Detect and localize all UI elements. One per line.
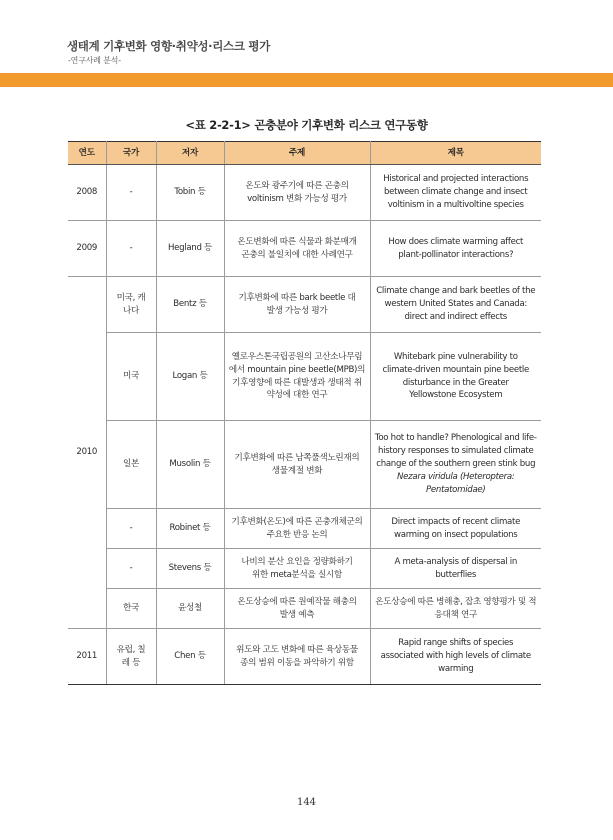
cell-country: -	[106, 509, 156, 549]
table-row	[68, 509, 541, 549]
cell-title-text: Too hot to handle? Phenological and life-history responses to simulated climate change of the southern green stink bug	[374, 433, 537, 470]
cell-title: 온도상승에 따른 병해충, 잡초 영향평가 및 적응대책 연구	[370, 589, 541, 629]
cell-topic: 온도상승에 따른 원예작물 해충의 발생 예측	[224, 589, 370, 629]
cell-country: 한국	[106, 589, 156, 629]
table-row	[68, 589, 541, 629]
cell-year: 2008	[68, 165, 106, 221]
cell-author: Bentz 등	[156, 277, 224, 333]
cell-country: -	[106, 165, 156, 221]
cell-year: 2010	[68, 277, 106, 629]
table-caption: <표 2-2-1> 곤충분야 기후변화 리스크 연구동향	[185, 118, 428, 132]
cell-topic: 옐로우스톤국립공원의 고산소나무림에서 mountain pine beetle(MPB)의 기후영향에 따른 대발생과 생태적 취약성에 대한 연구	[224, 333, 370, 421]
cell-author: Robinet 등	[156, 509, 224, 549]
cell-title: Climate change and bark beetles of the western United States and Canada: direct and indirect effects	[370, 277, 541, 333]
cell-topic: 위도와 고도 변화에 따른 육상동물 종의 범위 이동을 파악하기 위함	[224, 629, 370, 685]
running-header-subtitle: -연구사례 분석-	[68, 56, 121, 65]
cell-author: Stevens 등	[156, 549, 224, 589]
cell-author: Musolin 등	[156, 421, 224, 509]
research-trends-table	[68, 141, 541, 685]
table-header-row	[68, 142, 541, 165]
cell-title: Historical and projected interactions between climate change and insect voltinism in a multivoltine species	[370, 165, 541, 221]
cell-title: How does climate warming affect plant-pollinator interactions?	[370, 221, 541, 277]
cell-title	[370, 421, 541, 509]
running-header-title: 생태계 기후변화 영향·취약성·리스크 평가	[67, 39, 270, 53]
cell-country: 미국	[106, 333, 156, 421]
cell-country: 미국, 캐나다	[106, 277, 156, 333]
cell-topic: 온도변화에 따른 식물과 화분매개곤충의 불일치에 대한 사례연구	[224, 221, 370, 277]
cell-country: -	[106, 549, 156, 589]
cell-country: 일본	[106, 421, 156, 509]
cell-author: Tobin 등	[156, 165, 224, 221]
cell-topic: 기후변화에 따른 남쪽풀색노린재의 생물계절 변화	[224, 421, 370, 509]
col-header-author: 저자	[156, 142, 224, 165]
table-row	[68, 549, 541, 589]
table-row	[68, 333, 541, 421]
cell-author: Logan 등	[156, 333, 224, 421]
cell-topic: 기후변화(온도)에 따른 곤충개체군의 주요한 반응 논의	[224, 509, 370, 549]
table-row	[68, 277, 541, 333]
cell-author: Chen 등	[156, 629, 224, 685]
cell-author: 윤성철	[156, 589, 224, 629]
cell-year: 2011	[68, 629, 106, 685]
page-number: 144	[296, 797, 317, 808]
cell-title-taxon: (Heteroptera: Pentatomidae)	[426, 471, 515, 495]
cell-country: 유럽, 칠레 등	[106, 629, 156, 685]
cell-title: Direct impacts of recent climate warming on insect populations	[370, 509, 541, 549]
cell-year: 2009	[68, 221, 106, 277]
cell-topic: 나비의 분산 요인을 정량화하기 위한 meta분석을 실시함	[224, 549, 370, 589]
cell-topic: 기후변화에 따른 bark beetle 대발생 가능성 평가	[224, 277, 370, 333]
cell-author: Hegland 등	[156, 221, 224, 277]
cell-topic: 온도와 광주기에 따른 곤충의 voltinism 변화 가능성 평가	[224, 165, 370, 221]
cell-title-species: Nezara viridula	[397, 471, 458, 482]
table-row	[68, 421, 541, 509]
header-accent-band	[0, 73, 613, 87]
col-header-year: 연도	[68, 142, 106, 165]
cell-title: Whitebark pine vulnerability to climate-driven mountain pine beetle disturbance in the Greater Yellowstone Ecosystem	[370, 333, 541, 421]
table-row	[68, 221, 541, 277]
col-header-topic: 주제	[224, 142, 370, 165]
cell-title: A meta-analysis of dispersal in butterflies	[370, 549, 541, 589]
col-header-title: 제목	[370, 142, 541, 165]
col-header-country: 국가	[106, 142, 156, 165]
table-row	[68, 165, 541, 221]
cell-country: -	[106, 221, 156, 277]
cell-title: Rapid range shifts of species associated with high levels of climate warming	[370, 629, 541, 685]
table-row	[68, 629, 541, 685]
